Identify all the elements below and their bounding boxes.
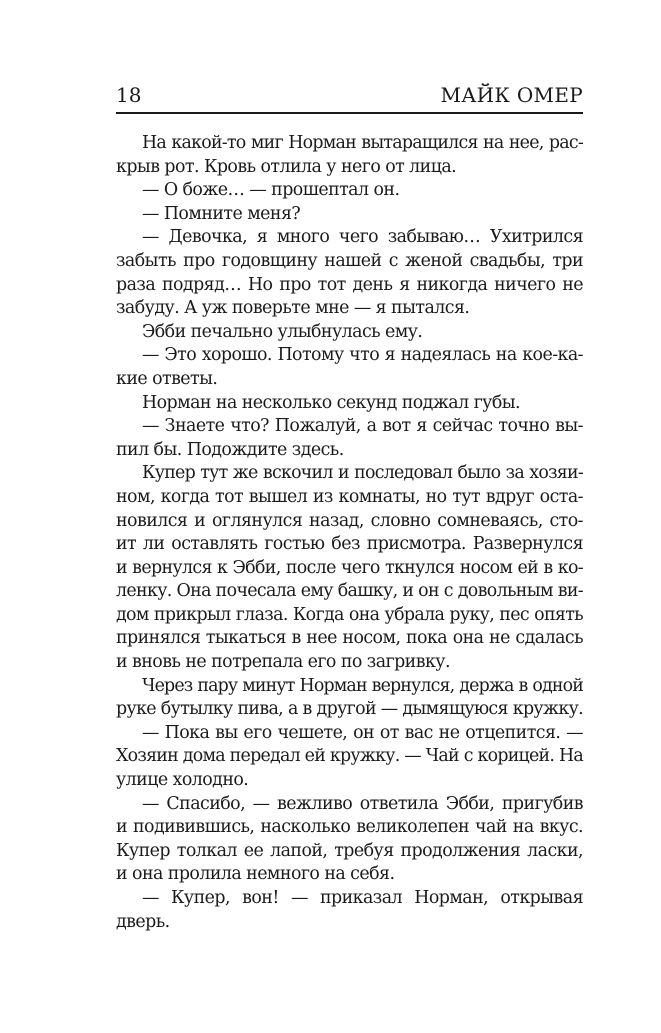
running-header [116,80,583,114]
text-line: Купер толкал ее лапой, требуя продолжения ласки, [116,840,583,861]
text-line: Через пару минут Норман вернулся, держа в одной [142,675,583,696]
text-line: и подивившись, насколько великолепен чай на вкус. [116,817,583,838]
text-line: — Купер, вон! — приказал Норман, открывая [142,888,583,908]
text-line: дом прикрыл глаза. Когда она убрала руку, пес опять [116,604,583,625]
text-line: кие ответы. [116,368,218,389]
text-line: пил бы. Подождите здесь. [116,439,344,460]
text-line: забуду. А уж поверьте мне — я пытался. [116,298,470,319]
text-line: и вернулся к Эбби, после чего ткнулся носом ей в ко- [116,557,583,578]
text-line: улице холодно. [116,770,249,791]
text-line: и она пролила немного на себя. [116,864,395,885]
text-line: дверь. [116,911,170,932]
text-line: — О боже… — прошептал он. [142,180,400,201]
text-line: новился и оглянулся назад, словно сомневаясь, сто- [116,510,583,531]
text-line: — Девочка, я много чего забываю… Ухитрился [142,227,583,248]
text-line: ленку. Она почесала ему башку, и он с довольным ви- [116,581,584,602]
text-line: и вновь не потрепала его по загривку. [116,652,450,673]
text-line: На какой-то миг Норман вытаращился на нее, рас- [142,133,583,153]
text-line: — Знаете что? Пожалуй, а вот я сейчас точно вы- [142,416,583,437]
text-line: раза подряд… Но про тот день я никогда ничего не [116,274,583,295]
text-line: — Это хорошо. Потому что я надеялась на кое-ка- [142,345,583,366]
text-line: Хозяин дома передал ей кружку. — Чай с корицей. На [116,746,583,767]
text-line: Норман на несколько секунд поджал губы. [142,392,521,413]
text-line: крыв рот. Кровь отлила у него от лица. [116,156,457,177]
body-text [116,132,583,934]
text-line: Эбби печально улыбнулась ему. [142,321,423,342]
book-author-running-head: МАЙК ОМЕР [440,83,583,107]
text-line: — Спасибо, — вежливо ответила Эбби, пригубив [142,793,583,814]
text-line: — Помните меня? [142,203,301,224]
text-line: Купер тут же вскочил и последовал было за хозяи- [142,463,583,484]
page-number: 18 [116,83,142,107]
text-line: — Пока вы его чешете, он от вас не отцепится. — [142,722,583,743]
text-line: ит ли оставлять гостью без присмотра. Развернулся [116,534,583,555]
text-line: руке бутылку пива, а в другой — дымящуюся кружку. [116,699,584,720]
text-line: принялся тыкаться в нее носом, пока она не сдалась [116,628,583,649]
text-line: забыть про годовщину нашей с женой свадьбы, три [116,250,583,271]
text-line: ном, когда тот вышел из комнаты, но тут вдруг оста- [116,486,583,507]
